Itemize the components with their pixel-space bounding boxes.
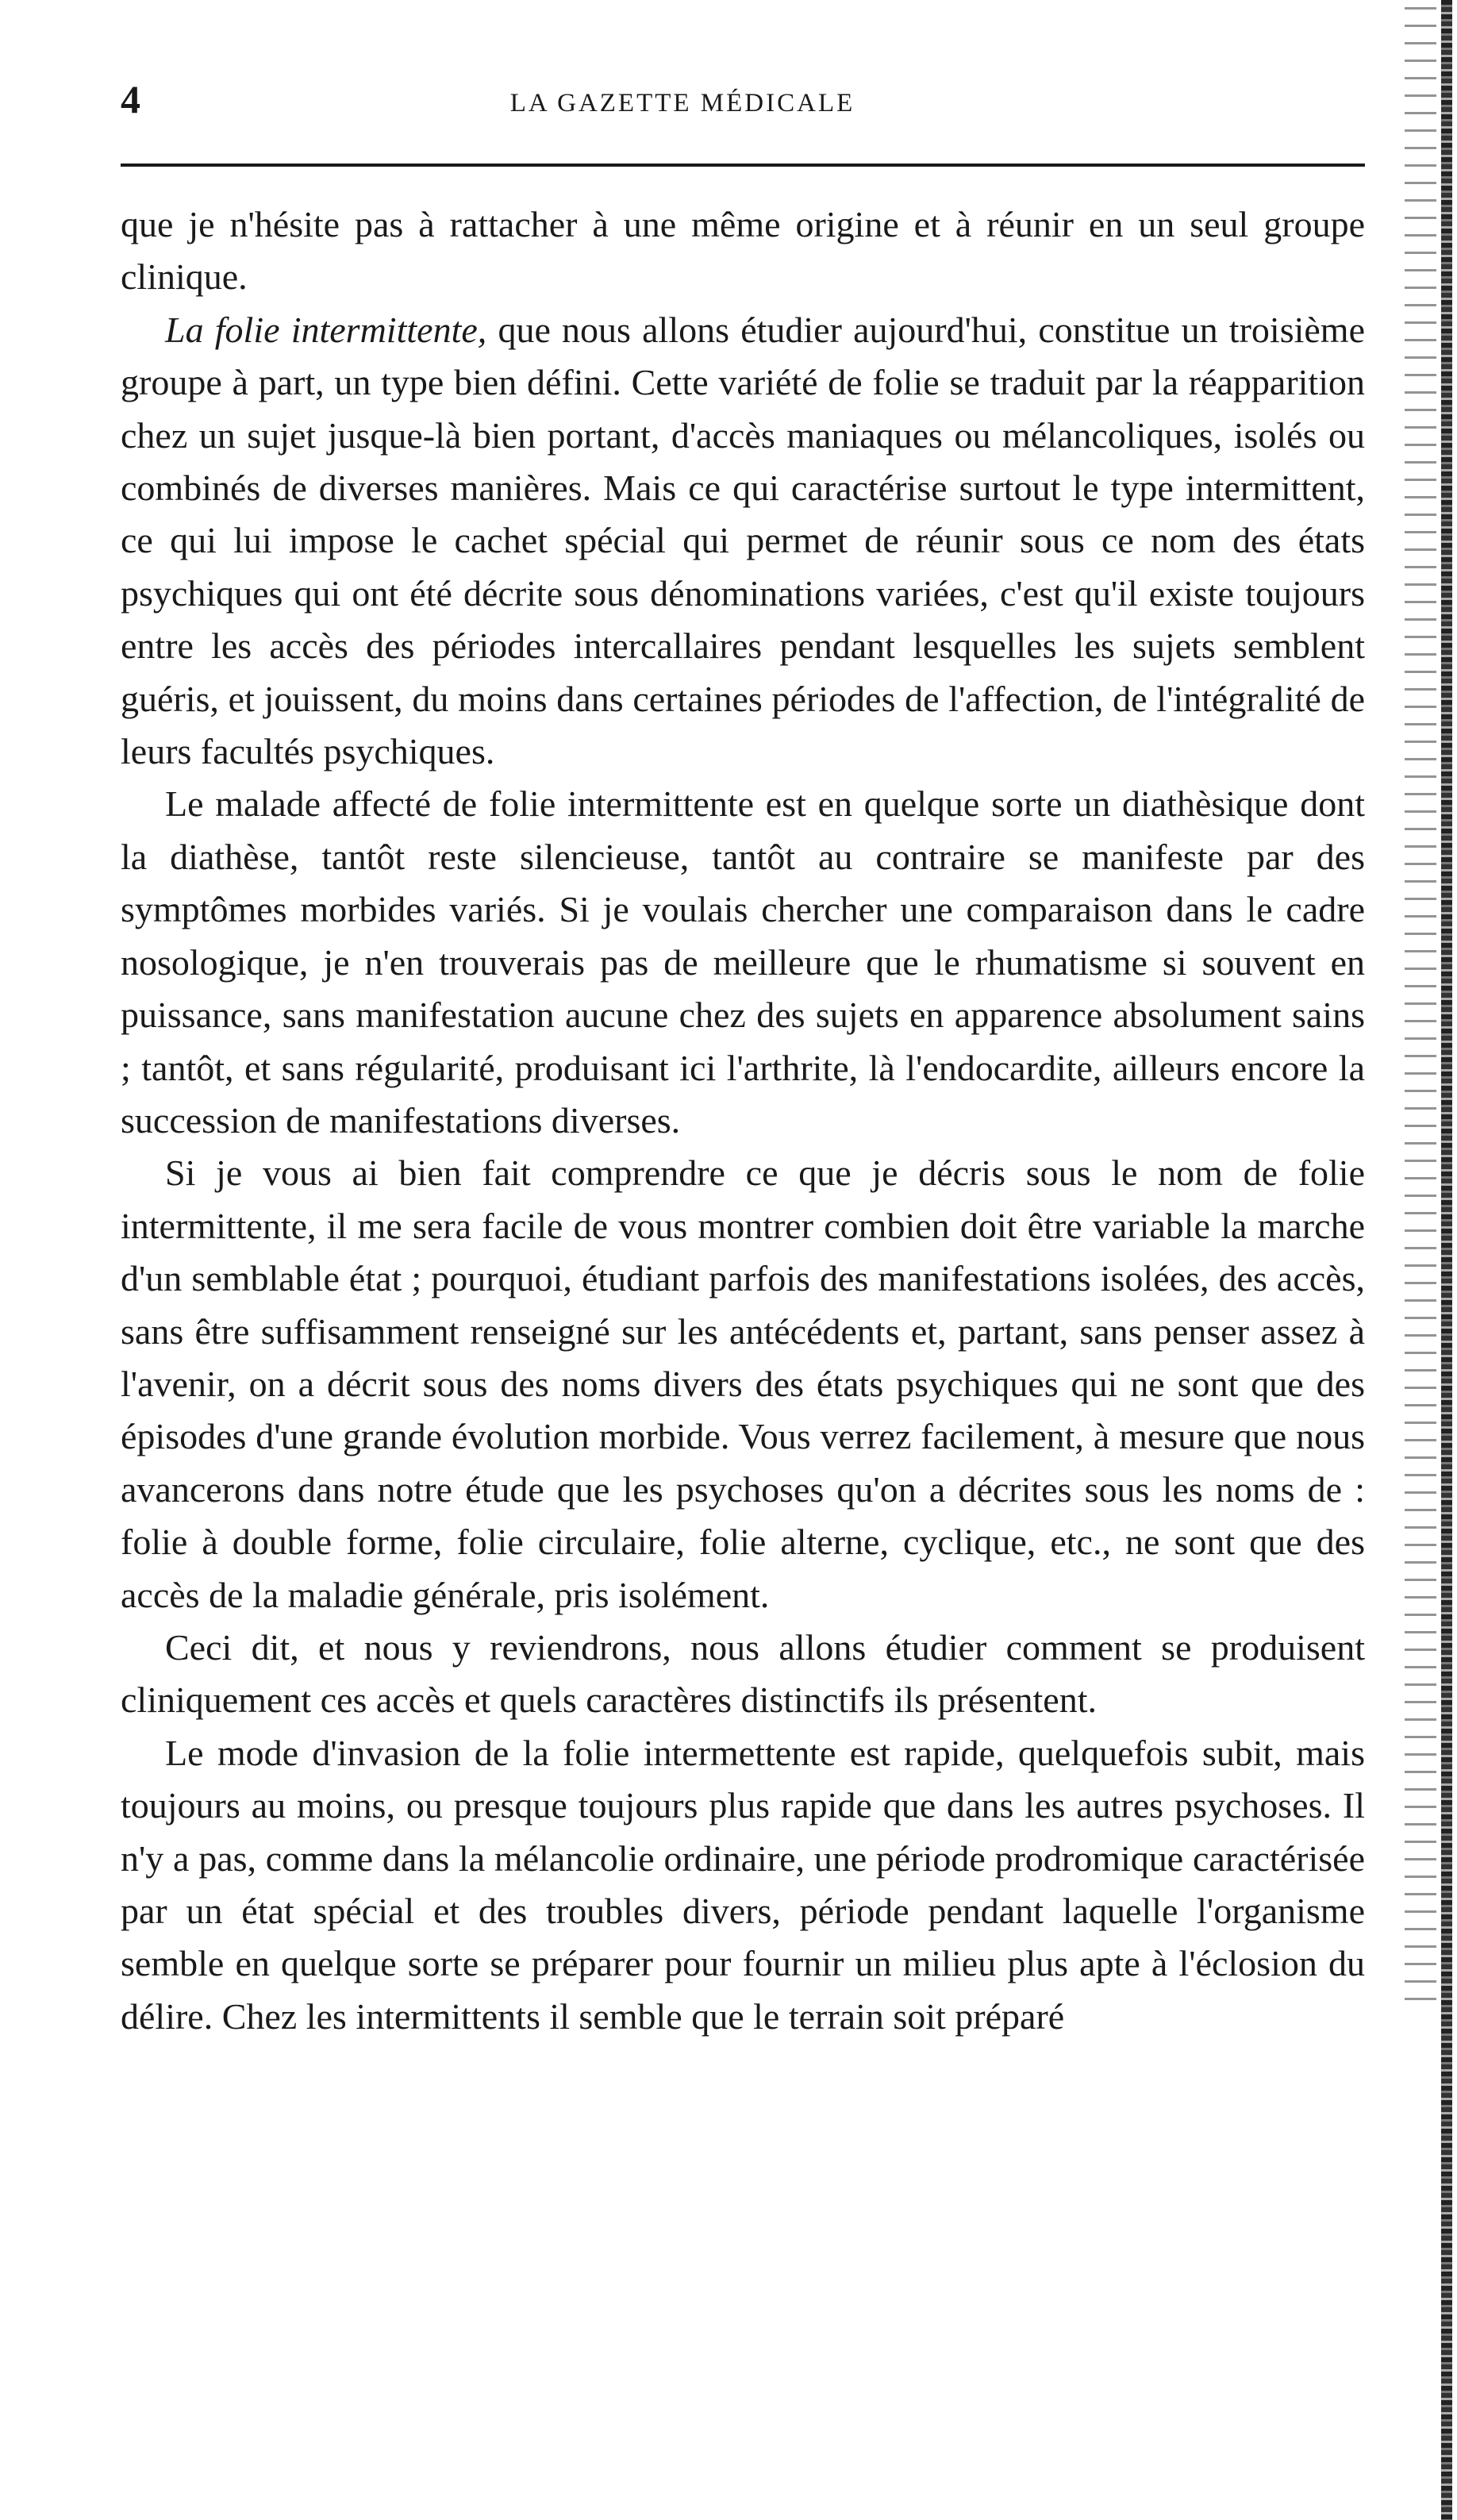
paragraph-3 <box>121 778 1365 1147</box>
paragraph-text: Si je vous ai bien fait comprendre ce que je décris sous le nom de folie intermittente, il me sera facile de vous montrer combien doit être variable la marche d'un semblable état ; pourquoi, étudiant parfois des manifestations isolées, des accès, sans être suffisamment renseigné sur les antécédents et, partant, sans penser assez à l'avenir, on a décrit sous des noms divers des états psychiques qui ne sont que des épisodes d'une grande évolution morbide. Vous verrez facilement, à mesure que nous avancerons dans notre étude que les psychoses qu'on a décrites sous les noms de : folie à double forme, folie circulaire, folie alterne, cyclique, etc., ne sont que des accès de la maladie générale, pris isolément. <box>121 1152 1365 1615</box>
scan-binding-edge <box>1441 0 1452 2520</box>
paragraph-6 <box>121 1727 1365 2043</box>
paragraph-text: que nous allons étudier aujourd'hui, constitue un troisième groupe à part, un type bien défini. Cette variété de folie se traduit par la réapparition chez un sujet jusque-là bien portant, d'accès maniaques ou mélancoliques, isolés ou combinés de diverses manières. Mais ce qui caractérise surtout le type intermittent, ce qui lui impose le cachet spécial qui permet de réunir sous ce nom des états psychiques qui ont été décrite sous dénominations variées, c'est qu'il existe toujours entre les accès des périodes intercallaires pendant lesquelles les sujets semblent guéris, et jouissent, du moins dans certaines périodes de l'affection, de l'intégralité de leurs facultés psychiques. <box>121 309 1365 772</box>
page-number: 4 <box>121 77 140 121</box>
paragraph-2 <box>121 304 1365 779</box>
body-text <box>121 198 1365 2043</box>
paragraph-emphasis: La folie intermittente, <box>165 309 487 350</box>
paragraph-5 <box>121 1622 1365 1727</box>
paragraph-text: que je n'hésite pas à rattacher à une même origine et à réunir en un seul groupe clinique. <box>121 204 1365 298</box>
running-title: LA GAZETTE MÉDICALE <box>509 89 855 117</box>
scan-edge-artifact <box>1405 0 1436 2000</box>
paragraph-4 <box>121 1147 1365 1622</box>
paragraph-text: Ceci dit, et nous y reviendrons, nous allons étudier comment se produisent cliniquement ces accès et quels caractères distinctifs ils présentent. <box>121 1626 1365 1721</box>
paragraph-text: Le mode d'invasion de la folie intermettente est rapide, quelquefois subit, mais toujours au moins, ou presque toujours plus rapide que dans les autres psychoses. Il n'y a pas, comme dans la mélancolie ordinaire, une période prodromique caractérisée par un état spécial et des troubles divers, période pendant laquelle l'organisme semble en quelque sorte se préparer pour fournir un milieu plus apte à l'éclosion du délire. Chez les intermittents il semble que le terrain soit préparé <box>121 1732 1365 2037</box>
paragraph-text: Le malade affecté de folie intermittente est en quelque sorte un diathèsique dont la diathèse, tantôt reste silencieuse, tantôt au contraire se manifeste par des symptômes morbides variés. Si je voulais chercher une comparaison dans le cadre nosologique, je n'en trouverais pas de meilleure que le rhumatisme si souvent en puissance, sans manifestation aucune chez des sujets en apparence absolument sains ; tantôt, et sans régularité, produisant ici l'arthrite, là l'endocardite, ailleurs encore la succession de manifestations diverses. <box>121 783 1365 1141</box>
header-rule <box>121 164 1365 167</box>
paragraph-1 <box>121 198 1365 304</box>
